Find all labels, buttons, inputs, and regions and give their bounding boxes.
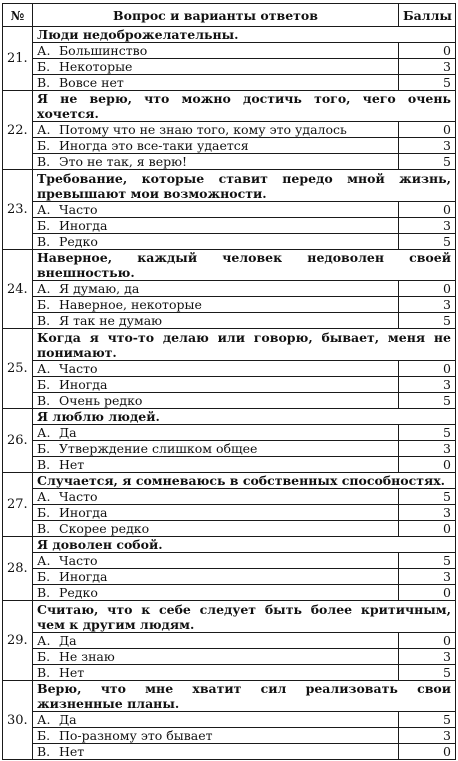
answer-option-row <box>3 505 456 521</box>
question-text: Наверное, каждый человек недоволен своей внешностью. <box>33 250 456 281</box>
answer-option-row <box>3 59 456 75</box>
answer-letter: Б. <box>37 504 51 520</box>
answer-score: 3 <box>399 377 456 393</box>
answer-option <box>33 138 399 154</box>
answer-option <box>33 649 399 665</box>
answer-option-row <box>3 712 456 728</box>
question-text: Я не верю, что можно достичь того, чего очень хочется. <box>33 91 456 122</box>
answer-option-row <box>3 361 456 377</box>
answer-option <box>33 521 399 537</box>
question-row <box>3 170 456 202</box>
answer-option-row <box>3 202 456 218</box>
answer-score: 3 <box>399 297 456 313</box>
answer-option-row <box>3 569 456 585</box>
answer-text: Часто <box>59 201 98 217</box>
answer-option-row <box>3 313 456 329</box>
answer-option-row <box>3 744 456 760</box>
answer-score: 3 <box>399 59 456 75</box>
answer-letter: В. <box>37 456 51 472</box>
answer-letter: Б. <box>37 727 51 743</box>
answer-score: 5 <box>399 234 456 250</box>
question-number: 24. <box>3 250 33 329</box>
question-number: 23. <box>3 170 33 250</box>
answer-score: 5 <box>399 154 456 170</box>
question-text: Я доволен собой. <box>33 537 456 553</box>
answer-option-row <box>3 521 456 537</box>
question-text: Случается, я сомневаюсь в собственных способностях. <box>33 473 456 489</box>
answer-letter: Б. <box>37 568 51 584</box>
answer-score: 5 <box>399 75 456 91</box>
answer-score: 0 <box>399 457 456 473</box>
answer-score: 5 <box>399 313 456 329</box>
question-number: 27. <box>3 473 33 537</box>
answer-option-row <box>3 297 456 313</box>
answer-option <box>33 665 399 681</box>
answer-option-row <box>3 457 456 473</box>
answer-letter: В. <box>37 153 51 169</box>
answer-text: Большинство <box>59 42 148 58</box>
answer-option <box>33 218 399 234</box>
answer-text: Потому что не знаю того, кому это удалось <box>59 121 347 137</box>
question-number: 22. <box>3 91 33 170</box>
answer-option-row <box>3 281 456 297</box>
answer-text: Некоторые <box>59 58 133 74</box>
answer-option-row <box>3 649 456 665</box>
answer-score: 5 <box>399 393 456 409</box>
answer-option <box>33 441 399 457</box>
answer-option <box>33 313 399 329</box>
header-score: Баллы <box>399 4 456 27</box>
answer-score: 0 <box>399 521 456 537</box>
answer-option <box>33 43 399 59</box>
answer-score: 3 <box>399 138 456 154</box>
answer-option-row <box>3 138 456 154</box>
question-row <box>3 27 456 43</box>
answer-text: Да <box>59 711 77 727</box>
answer-text: Нет <box>59 664 85 680</box>
answer-score: 3 <box>399 649 456 665</box>
question-row <box>3 250 456 281</box>
answer-option <box>33 728 399 744</box>
answer-letter: В. <box>37 233 51 249</box>
answer-option <box>33 122 399 138</box>
answer-letter: Б. <box>37 440 51 456</box>
answer-option <box>33 489 399 505</box>
questions-body <box>3 27 456 760</box>
question-row <box>3 473 456 489</box>
answer-score: 3 <box>399 728 456 744</box>
answer-option-row <box>3 441 456 457</box>
answer-option <box>33 361 399 377</box>
question-text: Когда я что-то делаю или говорю, бывает, меня не понимают. <box>33 329 456 361</box>
question-number: 28. <box>3 537 33 601</box>
answer-score: 3 <box>399 218 456 234</box>
answer-letter: А. <box>37 488 51 504</box>
answer-option-row <box>3 377 456 393</box>
answer-option-row <box>3 154 456 170</box>
question-row <box>3 91 456 122</box>
answer-option <box>33 281 399 297</box>
answer-letter: В. <box>37 584 51 600</box>
answer-text: Иногда <box>59 504 108 520</box>
question-number: 29. <box>3 601 33 681</box>
answer-text: Утверждение слишком общее <box>59 440 258 456</box>
question-row <box>3 601 456 633</box>
question-row <box>3 537 456 553</box>
answer-option <box>33 505 399 521</box>
answer-option <box>33 744 399 760</box>
question-number: 25. <box>3 329 33 409</box>
answer-score: 5 <box>399 665 456 681</box>
answer-score: 0 <box>399 122 456 138</box>
answer-option <box>33 234 399 250</box>
answer-option <box>33 553 399 569</box>
answer-letter: А. <box>37 201 51 217</box>
answer-score: 0 <box>399 633 456 649</box>
answer-option <box>33 585 399 601</box>
answer-letter: В. <box>37 74 51 90</box>
answer-letter: Б. <box>37 376 51 392</box>
answer-option-row <box>3 425 456 441</box>
answer-text: Часто <box>59 488 98 504</box>
answer-option <box>33 154 399 170</box>
answer-score: 0 <box>399 585 456 601</box>
answer-score: 3 <box>399 505 456 521</box>
header-number: № <box>3 4 33 27</box>
answer-text: Редко <box>59 233 98 249</box>
answer-text: Скорее редко <box>59 520 150 536</box>
answer-letter: Б. <box>37 648 51 664</box>
answer-option-row <box>3 553 456 569</box>
answer-option-row <box>3 43 456 59</box>
answer-option-row <box>3 218 456 234</box>
answer-text: Нет <box>59 743 85 759</box>
answer-text: Иногда <box>59 568 108 584</box>
answer-letter: В. <box>37 743 51 759</box>
answer-option <box>33 297 399 313</box>
answer-score: 0 <box>399 361 456 377</box>
question-text: Считаю, что к себе следует быть более критичным, чем к другим людям. <box>33 601 456 633</box>
answer-option-row <box>3 393 456 409</box>
answer-option <box>33 393 399 409</box>
answer-text: Иногда <box>59 376 108 392</box>
answer-option-row <box>3 234 456 250</box>
answer-letter: Б. <box>37 58 51 74</box>
answer-letter: А. <box>37 552 51 568</box>
answer-score: 0 <box>399 281 456 297</box>
answer-letter: Б. <box>37 217 51 233</box>
answer-text: Не знаю <box>59 648 115 664</box>
answer-text: Наверное, некоторые <box>59 296 202 312</box>
answer-text: Очень редко <box>59 392 143 408</box>
answer-text: По-разному это бывает <box>59 727 213 743</box>
answer-option-row <box>3 585 456 601</box>
answer-option <box>33 457 399 473</box>
answer-text: Это не так, я верю! <box>59 153 188 169</box>
answer-option <box>33 377 399 393</box>
answer-score: 0 <box>399 744 456 760</box>
answer-letter: В. <box>37 520 51 536</box>
answer-option <box>33 59 399 75</box>
answer-text: Иногда это все-таки удается <box>59 137 249 153</box>
answer-letter: В. <box>37 664 51 680</box>
answer-letter: А. <box>37 42 51 58</box>
question-number: 26. <box>3 409 33 473</box>
answer-text: Часто <box>59 360 98 376</box>
answer-text: Я думаю, да <box>59 280 140 296</box>
answer-option <box>33 202 399 218</box>
answer-option <box>33 712 399 728</box>
answer-score: 5 <box>399 489 456 505</box>
answer-option <box>33 75 399 91</box>
answer-option-row <box>3 665 456 681</box>
answer-text: Редко <box>59 584 98 600</box>
question-number: 21. <box>3 27 33 91</box>
answer-letter: А. <box>37 711 51 727</box>
answer-option-row <box>3 633 456 649</box>
answer-letter: В. <box>37 312 51 328</box>
question-row <box>3 329 456 361</box>
question-row <box>3 681 456 712</box>
answer-option-row <box>3 489 456 505</box>
answer-letter: А. <box>37 360 51 376</box>
header-question: Вопрос и варианты ответов <box>33 4 399 27</box>
answer-text: Да <box>59 632 77 648</box>
answer-score: 5 <box>399 425 456 441</box>
questionnaire-table <box>2 3 456 760</box>
answer-score: 3 <box>399 441 456 457</box>
answer-option <box>33 633 399 649</box>
answer-text: Часто <box>59 552 98 568</box>
answer-letter: Б. <box>37 296 51 312</box>
question-text: Требование, которые ставит передо мной жизнь, превышают мои возможности. <box>33 170 456 202</box>
answer-text: Я так не думаю <box>59 312 163 328</box>
answer-letter: А. <box>37 121 51 137</box>
answer-text: Вовсе нет <box>59 74 124 90</box>
question-row <box>3 409 456 425</box>
question-text: Верю, что мне хватит сил реализовать свои жизненные планы. <box>33 681 456 712</box>
answer-option-row <box>3 728 456 744</box>
answer-option-row <box>3 75 456 91</box>
answer-letter: А. <box>37 632 51 648</box>
answer-letter: А. <box>37 424 51 440</box>
question-text: Я люблю людей. <box>33 409 456 425</box>
answer-score: 0 <box>399 43 456 59</box>
answer-text: Нет <box>59 456 85 472</box>
answer-score: 0 <box>399 202 456 218</box>
question-number: 30. <box>3 681 33 760</box>
answer-score: 5 <box>399 553 456 569</box>
answer-option <box>33 425 399 441</box>
question-text: Люди недоброжелательны. <box>33 27 456 43</box>
answer-letter: А. <box>37 280 51 296</box>
answer-score: 3 <box>399 569 456 585</box>
answer-option-row <box>3 122 456 138</box>
answer-letter: Б. <box>37 137 51 153</box>
answer-text: Да <box>59 424 77 440</box>
table-header-row <box>3 4 456 27</box>
answer-score: 5 <box>399 712 456 728</box>
answer-option <box>33 569 399 585</box>
answer-text: Иногда <box>59 217 108 233</box>
answer-letter: В. <box>37 392 51 408</box>
